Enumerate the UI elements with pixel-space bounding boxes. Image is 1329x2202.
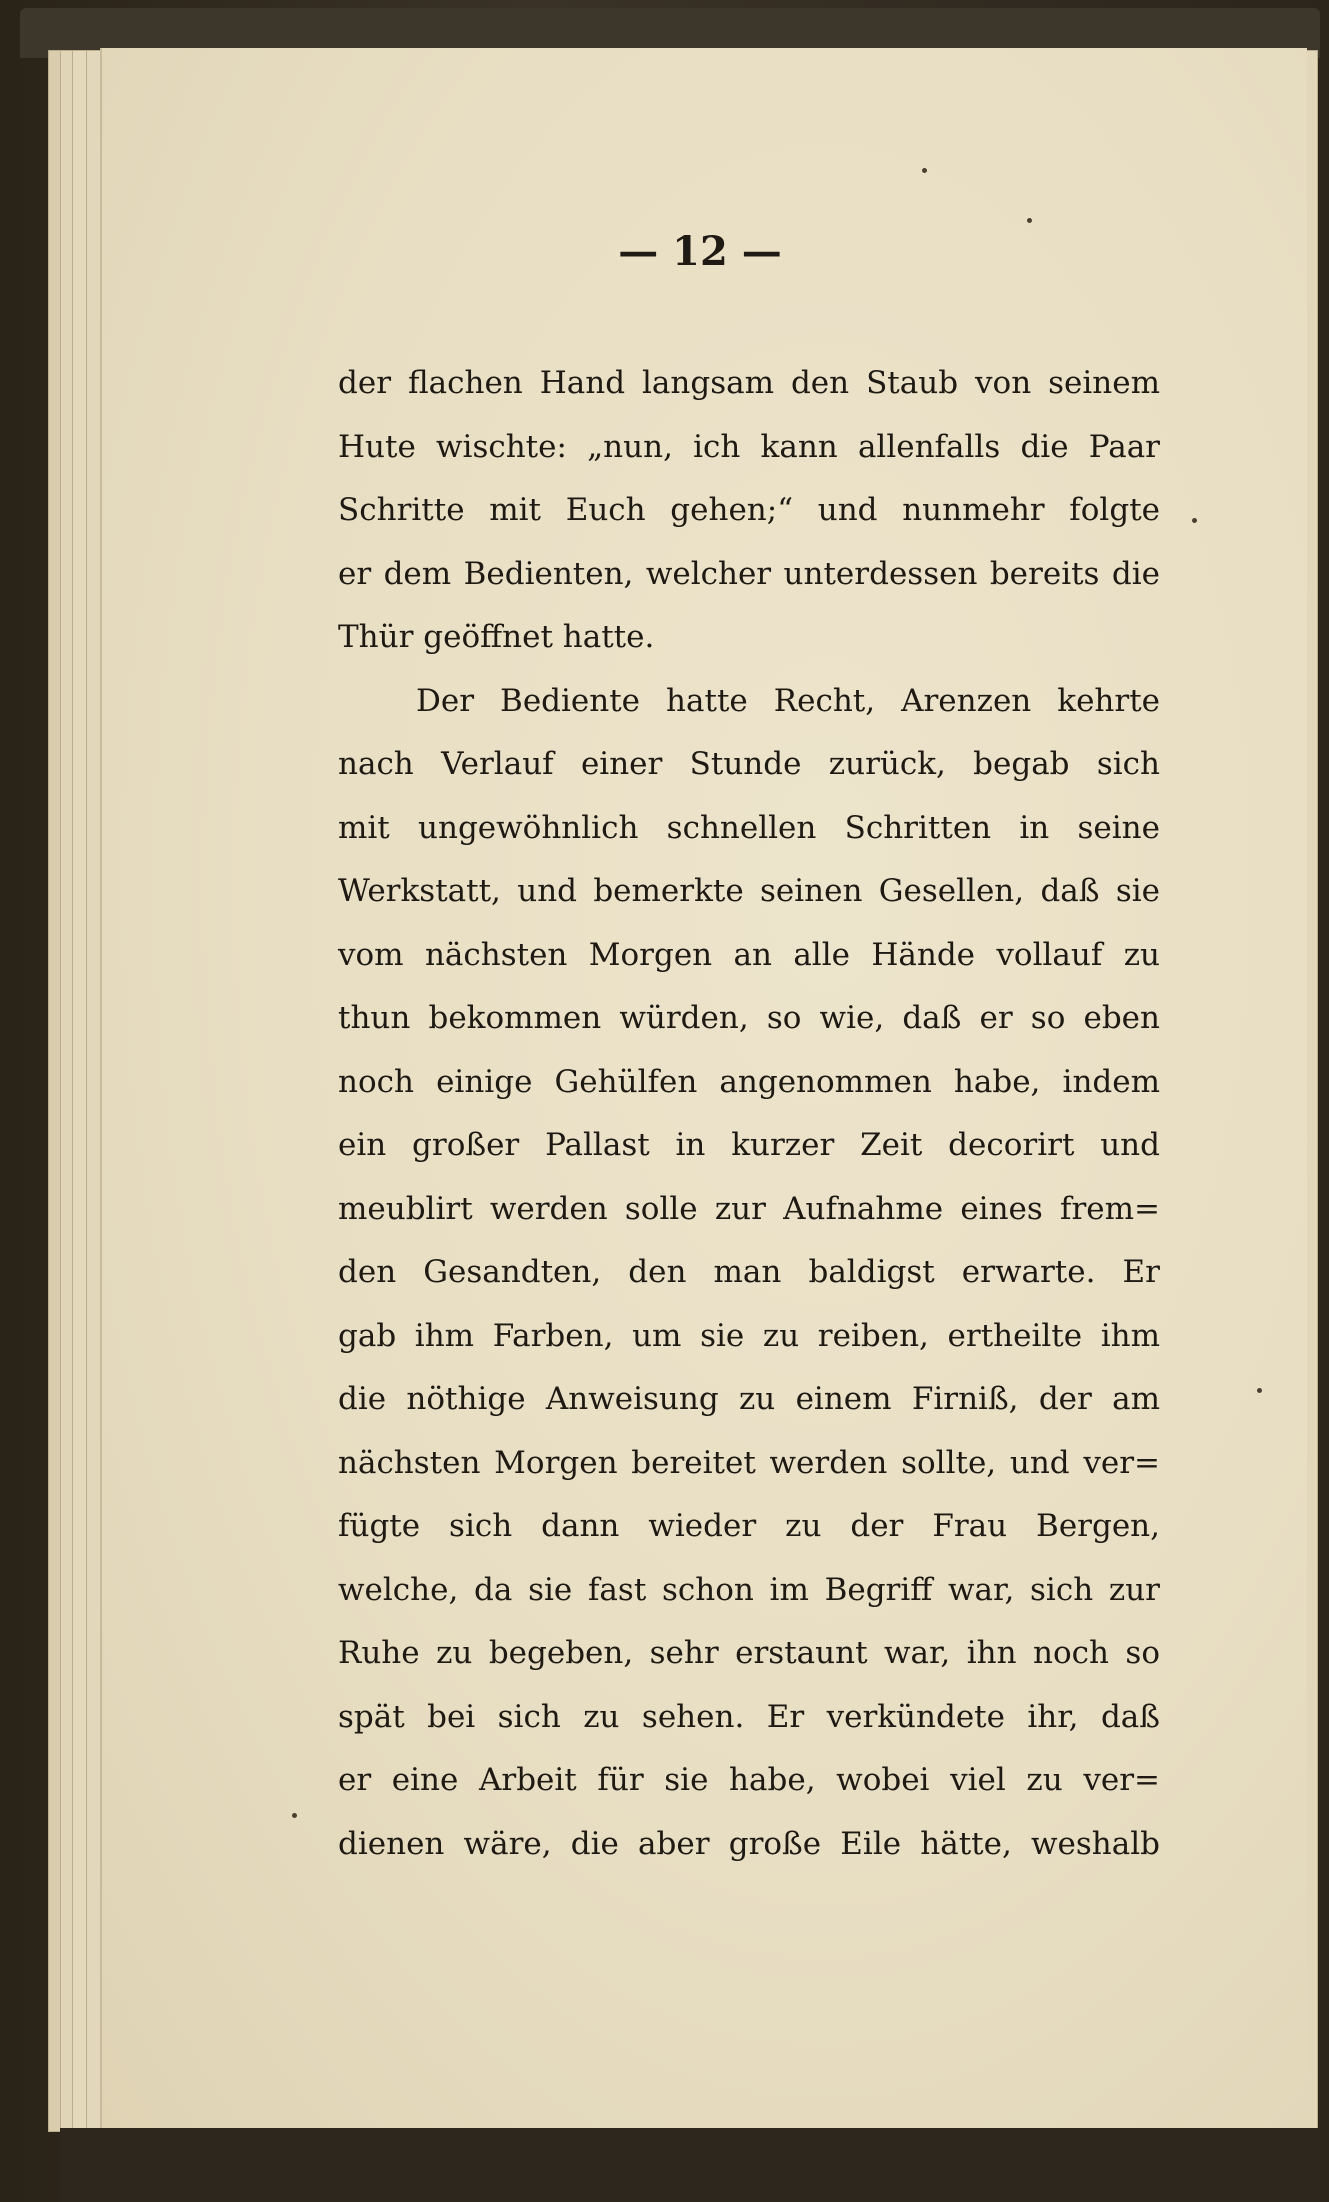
- paper-speck: [1257, 1388, 1262, 1393]
- text-line: der flachen Hand langsam den Staub von seinem: [338, 365, 1160, 401]
- text-line: Schritte mit Euch gehen;“ und nunmehr folgte: [338, 492, 1160, 528]
- text-line: Ruhe zu begeben, sehr erstaunt war, ihn noch so: [338, 1635, 1160, 1671]
- text-line: den Gesandten, den man baldigst erwarte. Er: [338, 1254, 1160, 1290]
- text-line: er dem Bedienten, welcher unterdessen bereits die: [338, 555, 1160, 592]
- text-line: die nöthige Anweisung zu einem Firniß, der am: [338, 1381, 1160, 1417]
- text-line: fügte sich dann wieder zu der Frau Bergen,: [338, 1508, 1160, 1544]
- text-line: meublirt werden solle zur Aufnahme eines frem=: [338, 1190, 1160, 1227]
- text-line: ein großer Pallast in kurzer Zeit decorirt und: [338, 1127, 1160, 1163]
- body-text: [338, 352, 1160, 1876]
- text-line: gab ihm Farben, um sie zu reiben, ertheilte ihm: [338, 1317, 1160, 1354]
- text-line: vom nächsten Morgen an alle Hände vollauf zu: [338, 936, 1160, 973]
- text-line: thun bekommen würden, so wie, daß er so eben: [338, 1000, 1160, 1036]
- text-line: Der Bediente hatte Recht, Arenzen kehrte: [416, 682, 1160, 719]
- text-line: welche, da sie fast schon im Begriff war, sich zur: [338, 1571, 1160, 1608]
- text-line: er eine Arbeit für sie habe, wobei viel zu ver=: [338, 1762, 1160, 1798]
- text-line: nächsten Morgen bereitet werden sollte, und ver=: [338, 1444, 1160, 1481]
- text-line: Hute wischte: „nun, ich kann allenfalls die Paar: [338, 428, 1160, 465]
- text-line: Thür geöffnet hatte.: [338, 619, 655, 655]
- text-line: dienen wäre, die aber große Eile hätte, weshalb: [338, 1825, 1160, 1862]
- paper-speck: [922, 168, 927, 173]
- text-line: spät bei sich zu sehen. Er verkündete ihr, daß: [338, 1698, 1160, 1735]
- book-bottom-edge: [60, 2128, 1320, 2202]
- text-line: noch einige Gehülfen angenommen habe, indem: [338, 1063, 1160, 1100]
- text-line: nach Verlauf einer Stunde zurück, begab sich: [338, 746, 1160, 782]
- text-line: mit ungewöhnlich schnellen Schritten in seine: [338, 809, 1160, 846]
- paper-speck: [1192, 518, 1197, 523]
- page-number-header: — 12 —: [618, 228, 782, 275]
- paper-speck: [1027, 218, 1032, 223]
- text-line: Werkstatt, und bemerkte seinen Gesellen, daß sie: [338, 873, 1160, 909]
- paper-speck: [292, 1813, 297, 1818]
